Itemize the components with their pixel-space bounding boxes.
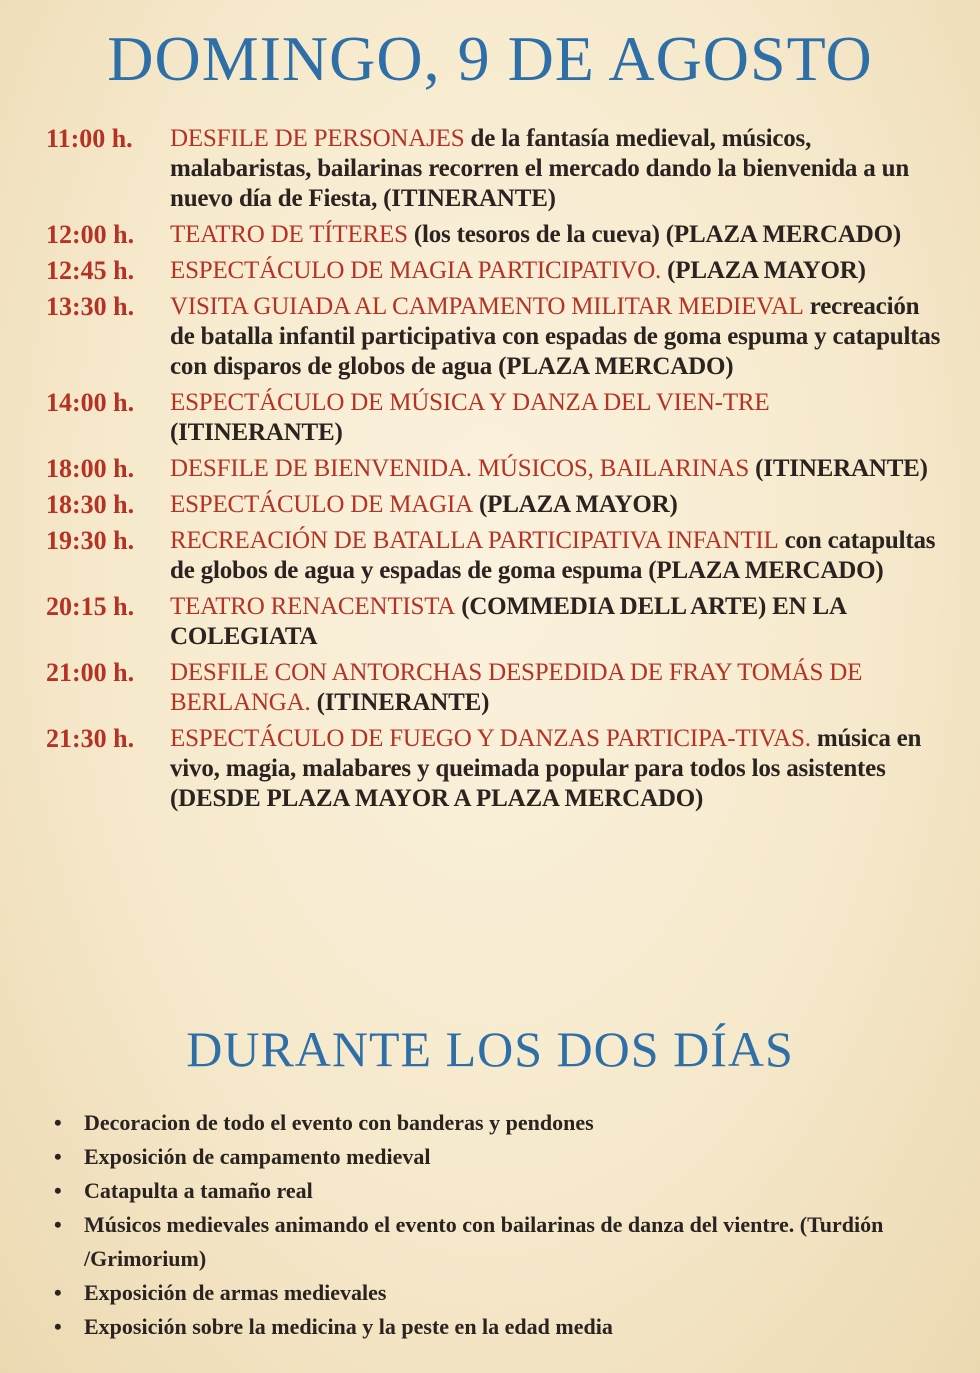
event-row bbox=[46, 256, 946, 286]
list-item bbox=[54, 1140, 944, 1174]
event-highlight: DESFILE DE PERSONAJES bbox=[170, 125, 465, 152]
event-description bbox=[170, 526, 946, 586]
event-details: con catapultas de globos de agua y espadas de goma espuma (PLAZA MERCADO) bbox=[170, 527, 936, 584]
event-row bbox=[46, 292, 946, 382]
event-details: (PLAZA MAYOR) bbox=[472, 491, 678, 518]
list-item-text: Decoracion de todo el evento con banderas y pendones bbox=[84, 1110, 594, 1135]
event-highlight: DESFILE CON ANTORCHAS DESPEDIDA DE FRAY TOMÁS DE BERLANGA. bbox=[170, 659, 863, 716]
list-item-text: Exposición sobre la medicina y la peste en la edad media bbox=[84, 1314, 613, 1339]
event-time: 20:15 h. bbox=[46, 592, 135, 621]
section-title: DURANTE LOS DOS DÍAS bbox=[186, 1021, 794, 1077]
event-details: (ITINERANTE) bbox=[749, 455, 928, 482]
event-details: (ITINERANTE) bbox=[170, 419, 343, 446]
activities-list bbox=[54, 1106, 944, 1344]
event-details: recreación de batalla infantil participativa con espadas de goma espuma y catapultas con disparos de globos de agua (PLAZA MERCADO) bbox=[170, 293, 941, 380]
page-title: DOMINGO, 9 DE AGOSTO bbox=[107, 23, 873, 94]
list-item-text: Músicos medievales animando el evento con bailarinas de danza del vientre. (Turdión /Grimorium) bbox=[84, 1212, 884, 1271]
event-details: (ITINERANTE) bbox=[310, 689, 490, 716]
list-item bbox=[54, 1106, 944, 1140]
event-time: 19:30 h. bbox=[46, 526, 135, 555]
event-row bbox=[46, 124, 946, 214]
event-description bbox=[170, 592, 946, 652]
bullet-icon: • bbox=[54, 1280, 62, 1305]
event-details: (los tesoros de la cueva) (PLAZA MERCADO) bbox=[407, 221, 901, 248]
event-highlight: VISITA GUIADA AL CAMPAMENTO MILITAR MEDIEVAL bbox=[170, 293, 804, 320]
event-description bbox=[170, 124, 946, 214]
event-description bbox=[170, 658, 946, 718]
list-item bbox=[54, 1174, 944, 1208]
bullet-icon: • bbox=[54, 1144, 62, 1169]
event-highlight: RECREACIÓN DE BATALLA PARTICIPATIVA INFANTIL bbox=[170, 527, 779, 554]
event-description bbox=[170, 454, 946, 484]
event-details: (PLAZA MAYOR) bbox=[661, 257, 866, 284]
event-schedule bbox=[46, 124, 946, 820]
event-highlight: ESPECTÁCULO DE MÚSICA Y DANZA DEL VIEN-TRE bbox=[170, 389, 770, 416]
event-time: 13:30 h. bbox=[46, 292, 135, 321]
list-item bbox=[54, 1276, 944, 1310]
event-description bbox=[170, 490, 946, 520]
event-row bbox=[46, 454, 946, 484]
event-details: de la fantasía medieval, músicos, malabaristas, bailarinas recorren el mercado dando la bienvenida a un nuevo día de Fiesta, (ITINERANTE) bbox=[170, 125, 910, 212]
event-time: 18:30 h. bbox=[46, 490, 135, 519]
event-description bbox=[170, 724, 946, 814]
event-details: (COMMEDIA DELL ARTE) EN LA COLEGIATA bbox=[170, 593, 846, 650]
event-description bbox=[170, 388, 946, 448]
event-row bbox=[46, 526, 946, 586]
event-row bbox=[46, 388, 946, 448]
event-row bbox=[46, 220, 946, 250]
event-highlight: DESFILE DE BIENVENIDA. MÚSICOS, BAILARINAS bbox=[170, 455, 750, 482]
event-details: música en vivo, magia, malabares y queimada popular para todos los asistentes (DESDE PLAZA MAYOR A PLAZA MERCADO) bbox=[170, 725, 922, 812]
list-item-text: Exposición de armas medievales bbox=[84, 1280, 387, 1305]
event-row bbox=[46, 490, 946, 520]
event-highlight: ESPECTÁCULO DE FUEGO Y DANZAS PARTICIPA-TIVAS. bbox=[170, 725, 811, 752]
bullet-icon: • bbox=[54, 1110, 62, 1135]
bullet-icon: • bbox=[54, 1212, 62, 1237]
event-time: 12:00 h. bbox=[46, 220, 135, 249]
event-time: 21:30 h. bbox=[46, 724, 135, 753]
event-time: 11:00 h. bbox=[46, 124, 133, 153]
list-item bbox=[54, 1208, 944, 1276]
event-row bbox=[46, 658, 946, 718]
event-time: 12:45 h. bbox=[46, 256, 135, 285]
event-row bbox=[46, 592, 946, 652]
bullet-icon: • bbox=[54, 1178, 62, 1203]
bullet-icon: • bbox=[54, 1314, 62, 1339]
event-highlight: ESPECTÁCULO DE MAGIA bbox=[170, 491, 473, 518]
event-description bbox=[170, 220, 946, 250]
event-row bbox=[46, 724, 946, 814]
event-highlight: ESPECTÁCULO DE MAGIA PARTICIPATIVO. bbox=[170, 257, 662, 284]
event-time: 14:00 h. bbox=[46, 388, 135, 417]
event-description bbox=[170, 292, 946, 382]
list-item-text: Exposición de campamento medieval bbox=[84, 1144, 431, 1169]
event-time: 21:00 h. bbox=[46, 658, 135, 687]
event-highlight: TEATRO DE TÍTERES bbox=[170, 221, 408, 248]
list-item-text: Catapulta a tamaño real bbox=[84, 1178, 313, 1203]
event-description bbox=[170, 256, 946, 286]
event-time: 18:00 h. bbox=[46, 454, 135, 483]
list-item bbox=[54, 1310, 944, 1344]
event-highlight: TEATRO RENACENTISTA bbox=[170, 593, 456, 620]
